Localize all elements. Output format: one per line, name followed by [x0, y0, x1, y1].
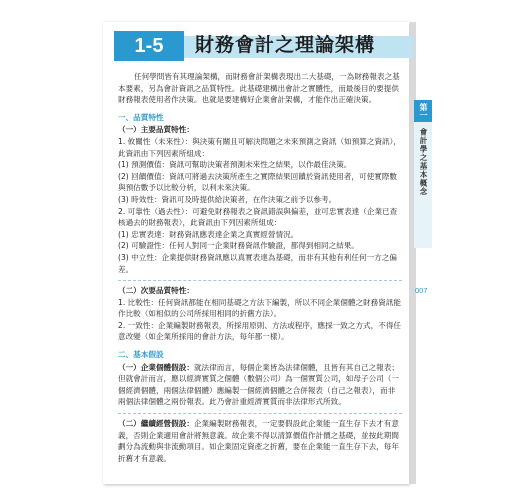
secondary-quality-title: （二）次要品質特性：: [118, 286, 194, 296]
relevance-item: (1) 預測價值：資訊可幫助決策者預測未來性之結果，以作最佳決策。: [118, 160, 352, 170]
relevance-item: (3) 時效性：資訊可及時提供給決策者，在作決策之前予以參考。: [118, 194, 337, 204]
reliability-item: (2) 可驗證性：任何人對同一企業財務資訊作驗證，都得到相同之結果。: [118, 241, 359, 251]
side-tab-title: 會計學之基本概念: [419, 128, 428, 196]
page-edge: [410, 22, 416, 484]
primary-quality-title: （一）主要品質特性：: [118, 125, 194, 135]
reliability-item: (3) 中立性：企業提供財務資訊應以真實表達為基礎，而非有其他有利任何一方之偏差。: [118, 252, 397, 274]
comparability-paragraph: 1. 比較性：任何資訊都能在相同基礎之方法下編製，所以不同企業個體之財務資訊能作比較（如相似的公司所採用相同的折舊方法）。: [118, 297, 402, 319]
page-content: [118, 71, 402, 464]
entity-assumption-label: （一）企業個體假設：: [118, 362, 194, 372]
page-number: 007: [415, 286, 428, 295]
entity-assumption-paragraph: [118, 362, 402, 408]
consistency-paragraph: 2. 一致性：企業編製財務報表，所採用原則、方法或程序，應採一致之方式，不得任意改變（如企業所採用的會計方法，每年都一樣）。: [118, 320, 402, 342]
section-number: 1-5: [114, 31, 184, 61]
going-concern-label: （二）繼續經營假設：: [118, 419, 194, 429]
relevance-item: (2) 回饋價值：資訊可將過去決策所產生之實際結果回饋於資訊使用者，可使實際數與預估數予以比較分析，以利未來決策。: [118, 171, 397, 193]
going-concern-text: 企業編製財務報表，一定要假設此企業能一直生存下去才有意義，否則企業適用會計將無意義。故企業不得以清算價值作計價之基礎，並按此期間劃分為流動與非流動項目。如企業固定資產之折舊，要在企業能一直生存下去，每年折舊才有意義。: [118, 419, 399, 463]
reliability-paragraph: 2. 可靠性（過去性）：可避免財務報表之資訊錯誤與偏差，並可忠實表達（企業已查核過去的財務報表），此資訊由下列因素所組成：: [118, 206, 398, 228]
intro-paragraph: 任何學問皆有其理論架構，而財務會計架構表現出二大基礎，一為財務報表之基本要素，另為會計資訊之品質特性。此基礎建構出會計之實體性，而最後目的要提供財務報表使用者作決策。也就是要建構好企業會計架構，才能作出正確決策。: [118, 72, 400, 105]
divider: [118, 413, 402, 414]
divider: [118, 280, 402, 281]
going-concern-paragraph: [118, 418, 402, 464]
reliability-item: (1) 忠實表達：財務資訊應表達企業之真實經營情況。: [118, 229, 299, 239]
section-title: 財務會計之理論架構: [195, 34, 376, 56]
relevance-paragraph: 1. 攸關性（未來性）：與決策有關且可解決問題之未來預測之資訊（如預算之資訊），此資訊由下列因素所組成：: [118, 136, 402, 158]
entity-assumption-text: 就法律而言，每個企業皆為法律個體，且皆有其自己之報表；但就會計而言，應以經濟實質之個體（數個公司）為一個實質公司，如母子公司（一個經濟個體，兩個法律個體）應編製一個經濟個體之合併報表（自己之報表），而非兩個法律個體之兩份報表。此乃會計重經濟實質而非法律形式所致。: [118, 362, 399, 407]
heading-quality: 一、品質特性: [118, 112, 164, 122]
heading-assumptions: 二、基本假設: [118, 350, 164, 360]
side-tab-chapter: 第一章: [414, 100, 432, 122]
